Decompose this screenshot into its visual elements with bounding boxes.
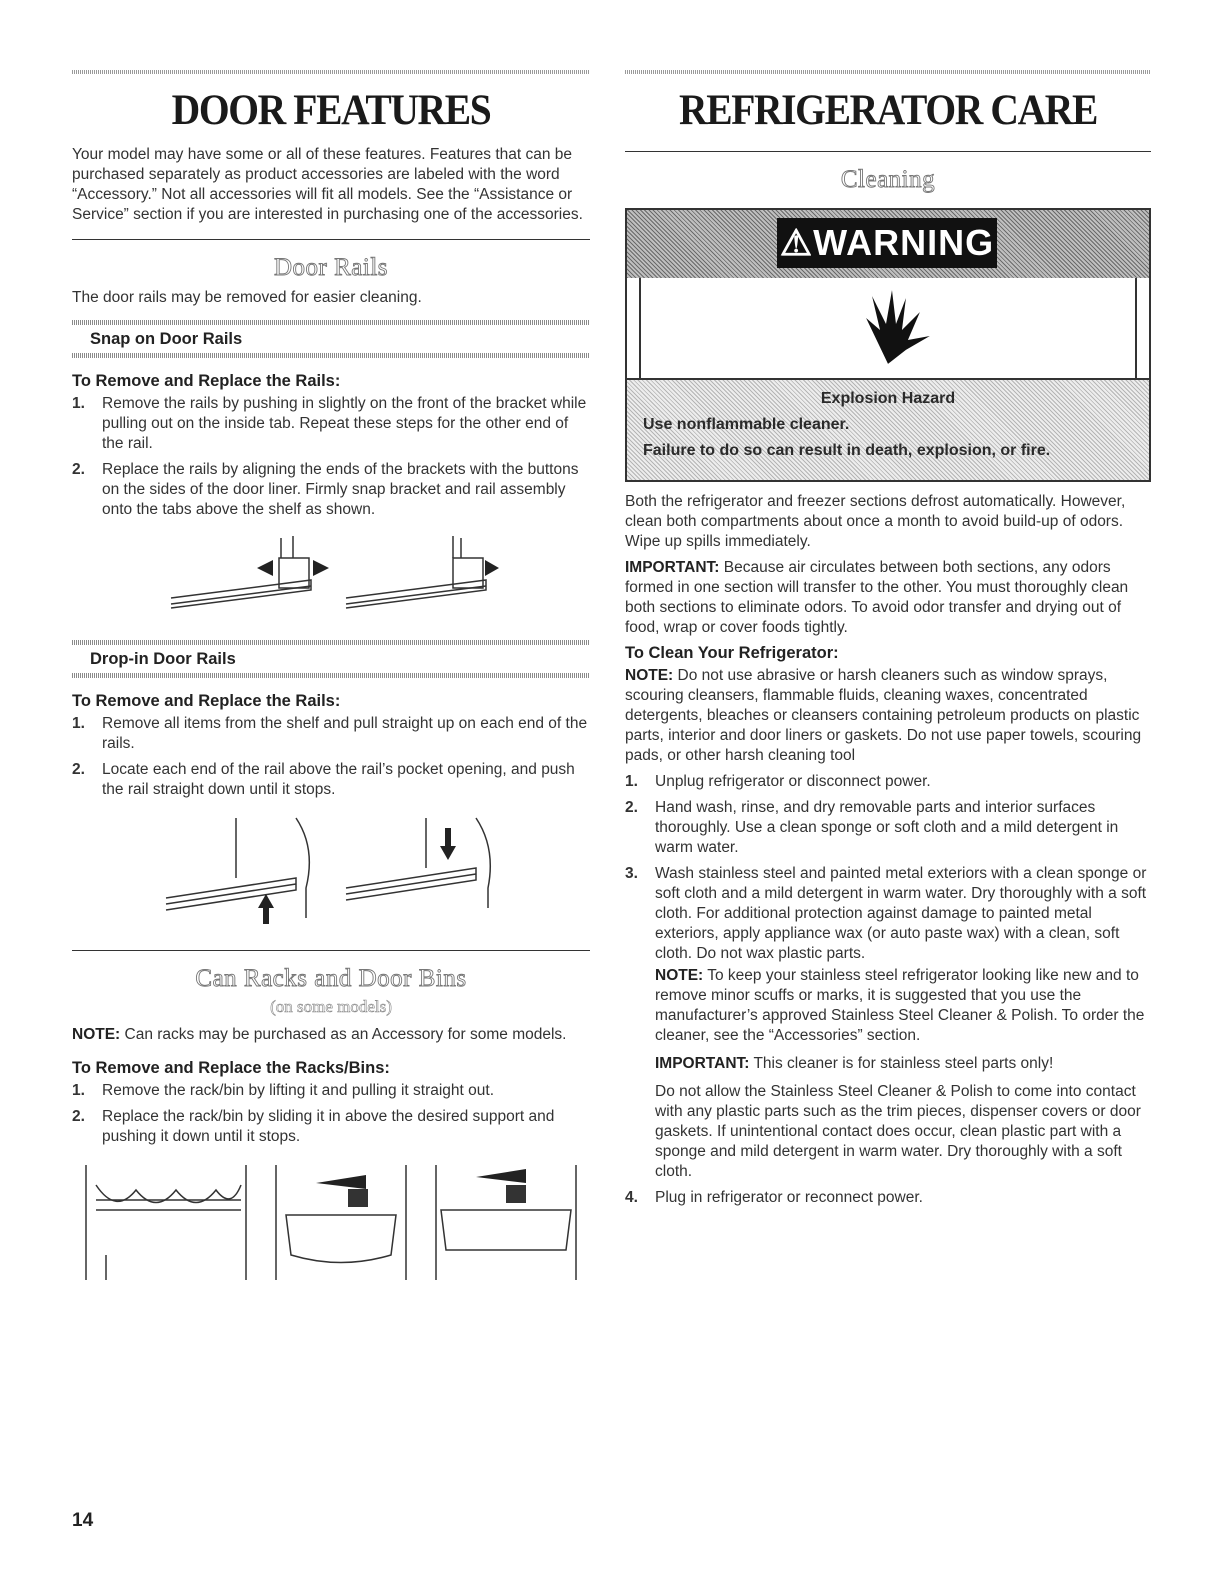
hazard-label: Explosion Hazard [820,390,956,407]
explosion-icon [641,278,1135,378]
list-item: 2. Replace the rack/bin by sliding it in above the desired support and pushing it down until it stops. [72,1108,555,1145]
drop-in-band-label: Drop-in Door Rails [90,650,236,668]
intro-text: Your model may have some or all of these features. Features that can be purchased separately as product accessories are labeled with the word “Accessory.” Not all accessories will fit all models. See the “Assistance or Service” section if you are interested in purchasing one of the accessories. [72,146,583,223]
racks-bins-steps [72,1081,590,1147]
door-rails-text: The door rails may be removed for easier cleaning. [72,289,422,306]
list-item: 2. Replace the rails by aligning the ends of the brackets with the buttons on the sides of the door liner. Firmly snap bracket and rail assembly onto the tabs above the shelf as shown. [72,461,579,518]
snap-on-band-label: Snap on Door Rails [90,330,243,348]
drop-in-subhead: To Remove and Replace the Rails: [72,692,341,710]
note-paragraph: NOTE: Do not use abrasive or harsh cleaners such as window sprays, scouring cleansers, flammable fluids, cleaning waxes, concentrated detergents, bleaches or cleansers containing petroleum products on plastic parts, interior and door liners or gaskets. Do not use paper towels, scouring pads, or other harsh cleaning tool [625,667,1142,764]
warning-icon-area [639,278,1137,378]
clean-subhead: To Clean Your Refrigerator: [625,644,839,662]
drop-in-steps [72,714,590,800]
can-racks-subheading: (on some models) [270,997,392,1016]
racks-bins-subhead: To Remove and Replace the Racks/Bins: [72,1059,390,1077]
divider [625,151,1151,152]
important-paragraph: IMPORTANT: Because air circulates between both sections, any odors formed in one section will transfer to the other. You must thoroughly clean both sections to eliminate odors. To avoid odor transfer and drying out of food, wrap or cover foods tightly. [625,559,1129,636]
snap-on-rails-illustration [161,528,501,620]
divider [72,950,590,951]
top-rule [72,70,590,74]
list-item: 1. Remove the rack/bin by lifting it and pulling it straight out. [72,1082,495,1099]
warning-line-1: Use nonflammable cleaner. [643,416,850,433]
step3-note: NOTE: To keep your stainless steel refrigerator looking like new and to remove minor scuffs or marks, it is suggested that you use the manufacturer’s approved Stainless Steel Cleaner & Polish. To order the cleaner, see the “Accessories” section. [655,967,1145,1044]
warning-line-2: Failure to do so can result in death, explosion, or fire. [643,442,1051,459]
warning-box [625,208,1151,482]
list-item: 1. Remove all items from the shelf and pull straight up on each end of the rails. [72,715,588,752]
list-item: 4. Plug in refrigerator or reconnect power. [625,1189,923,1206]
section-title: REFRIGERATOR CARE [679,87,1097,134]
page-number: 14 [72,1510,94,1531]
racks-bins-illustration [76,1155,586,1283]
list-item: 2. Locate each end of the rail above the rail’s pocket opening, and push the rail straight down until it stops. [72,761,575,798]
defrost-paragraph: Both the refrigerator and freezer sections defrost automatically. However, clean both compartments about once a month to avoid build-up of odors. Wipe up spills immediately. [625,493,1126,550]
step3-paragraph: Do not allow the Stainless Steel Cleaner & Polish to come into contact with any plastic parts such as the trim pieces, dispenser covers or door gaskets. If unintentional contact does occur, clean plastic part with a sponge and mild detergent in warm water. Dry thoroughly with a soft cloth. [655,1083,1141,1180]
warning-title: ⚠WARNING [777,218,997,268]
drop-in-band [72,640,590,678]
top-rule [625,70,1151,74]
list-item: 3. Wash stainless steel and painted metal exteriors with a clean sponge or soft cloth and a mild detergent in warm water. Dry thoroughly with a soft cloth. For additional protection against damage to painted metal exteriors, apply appliance wax (or auto paste wax) with a clean, soft cloth. Do not wax plastic parts. NOTE: To keep your stainless steel refrigerator looking like new and to remove minor scuffs or marks, it is suggested that you use the manufacturer’s approved Stainless Steel Cleaner & Polish. To order the cleaner, see the “Accessories” section. IMPORTANT: This cleaner is for stainless steel parts only! Do not allow the Stainless Steel Cleaner & Polish to come into contact with any plastic parts such as the trim pieces, dispenser covers or door gaskets. If unintentional contact does occur, clean plastic part with a sponge and mild detergent in warm water. Dry thoroughly with a soft cloth. [625,864,1151,1182]
section-title: DOOR FEATURES [171,87,491,134]
divider [72,239,590,240]
door-rails-heading: Door Rails [273,254,389,281]
can-racks-note: NOTE: Can racks may be purchased as an Accessory for some models. [72,1026,567,1043]
list-item: 2. Hand wash, rinse, and dry removable parts and interior surfaces thoroughly. Use a clean sponge or soft cloth and a mild detergent in warm water. [625,799,1119,856]
list-item: 1. Unplug refrigerator or disconnect power. [625,773,931,790]
door-features-column [72,70,590,1283]
warning-header [627,210,1149,278]
snap-on-steps [72,394,590,520]
warning-body [627,378,1149,480]
cleaning-steps [625,772,1151,1208]
warning-triangle-icon: ⚠ [779,222,814,263]
refrigerator-care-column [625,70,1151,1214]
can-racks-heading: Can Racks and Door Bins [195,965,467,992]
drop-in-rails-illustration [156,808,506,928]
snap-on-band [72,320,590,358]
cleaning-heading: Cleaning [840,166,936,193]
list-item: 1. Remove the rails by pushing in slightly on the front of the bracket while pulling out on the inside tab. Repeat these steps for the other end of the rail. [72,395,587,452]
snap-on-subhead: To Remove and Replace the Rails: [72,372,341,390]
step3-important: IMPORTANT: This cleaner is for stainless steel parts only! [655,1055,1054,1072]
